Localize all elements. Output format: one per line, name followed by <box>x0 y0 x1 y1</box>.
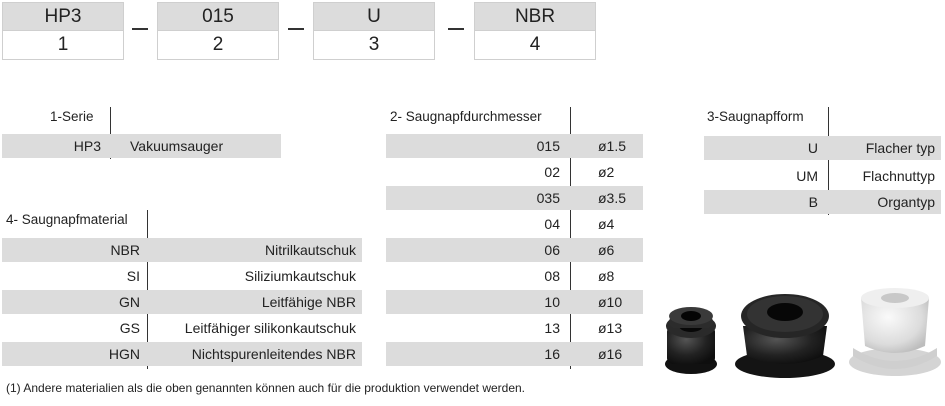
table-row <box>2 238 362 262</box>
diameter-value: ø8 <box>598 268 615 284</box>
diameter-code: 035 <box>536 190 560 206</box>
diameter-value: ø13 <box>598 320 623 336</box>
form-code: B <box>808 194 818 210</box>
code-box-material <box>474 2 596 60</box>
form-code: UM <box>796 168 818 184</box>
diameter-value: ø2 <box>598 164 615 180</box>
material-code: HGN <box>108 346 140 362</box>
diameter-code: 08 <box>544 268 560 284</box>
material-table-title: 4- Saugnapfmaterial <box>6 212 128 227</box>
diameter-code: 015 <box>536 138 560 154</box>
diameter-code: 06 <box>544 242 560 258</box>
diameter-value: ø10 <box>598 294 623 310</box>
code-value: 015 <box>157 2 279 31</box>
code-index: 4 <box>474 31 596 60</box>
code-value: U <box>313 2 435 31</box>
diameter-value: ø16 <box>598 346 623 362</box>
diameter-value: ø6 <box>598 242 615 258</box>
code-dash <box>288 28 304 30</box>
table-row <box>704 190 941 214</box>
table-row <box>386 342 643 366</box>
table-row <box>2 134 281 158</box>
diameter-code: 04 <box>544 216 560 232</box>
material-desc: Siliziumkautschuk <box>244 268 356 284</box>
diameter-code: 16 <box>544 346 560 362</box>
small-cup-image <box>665 307 717 374</box>
material-code: SI <box>126 268 140 284</box>
material-desc: Nichtspurenleitendes NBR <box>191 346 356 362</box>
diameter-value: ø4 <box>598 216 615 232</box>
series-table-title: 1-Serie <box>50 109 94 124</box>
table-row <box>386 160 643 184</box>
code-box-diameter <box>157 2 279 60</box>
white-cup-image <box>849 288 941 376</box>
material-desc: Leitfähiger silikonkautschuk <box>184 320 356 336</box>
table-row <box>2 316 362 340</box>
code-value: HP3 <box>2 2 124 31</box>
table-row <box>386 290 643 314</box>
diameter-value: ø1.5 <box>598 138 627 154</box>
diameter-code: 02 <box>544 164 560 180</box>
code-dash <box>448 28 464 30</box>
suction-cup-images <box>655 286 943 384</box>
material-code: NBR <box>110 242 140 258</box>
large-cup-image <box>735 294 835 378</box>
diameter-code: 13 <box>544 320 560 336</box>
table-row <box>386 134 643 158</box>
material-desc: Leitfähige NBR <box>261 294 356 310</box>
material-code: GN <box>119 294 140 310</box>
diameter-value: ø3.5 <box>598 190 627 206</box>
table-row <box>2 290 362 314</box>
table-row <box>386 238 643 262</box>
table-row <box>2 264 362 288</box>
code-dash <box>132 28 148 30</box>
form-desc: Flacher typ <box>865 140 935 156</box>
material-code: GS <box>119 320 140 336</box>
code-index: 2 <box>157 31 279 60</box>
table-row <box>386 212 643 236</box>
series-code: HP3 <box>73 138 101 154</box>
table-row <box>704 136 941 160</box>
code-box-form <box>313 2 435 60</box>
form-desc: Flachnuttyp <box>862 168 935 184</box>
series-desc: Vakuumsauger <box>130 138 224 154</box>
code-value: NBR <box>474 2 596 31</box>
table-row <box>2 342 362 366</box>
diameter-table-title: 2- Saugnapfdurchmesser <box>390 109 542 124</box>
form-desc: Organtyp <box>877 194 935 210</box>
table-row <box>386 264 643 288</box>
code-index: 1 <box>2 31 124 60</box>
table-row <box>704 164 941 188</box>
footnote: (1) Andere materialien als die oben genannten können auch für die produktion verwendet werden. <box>6 381 526 395</box>
table-row <box>386 316 643 340</box>
code-box-series <box>2 2 124 60</box>
diameter-code: 10 <box>544 294 560 310</box>
material-desc: Nitrilkautschuk <box>264 242 356 258</box>
table-row <box>386 186 643 210</box>
form-table-title: 3-Saugnapfform <box>707 109 804 124</box>
code-index: 3 <box>313 31 435 60</box>
form-code: U <box>807 140 818 156</box>
